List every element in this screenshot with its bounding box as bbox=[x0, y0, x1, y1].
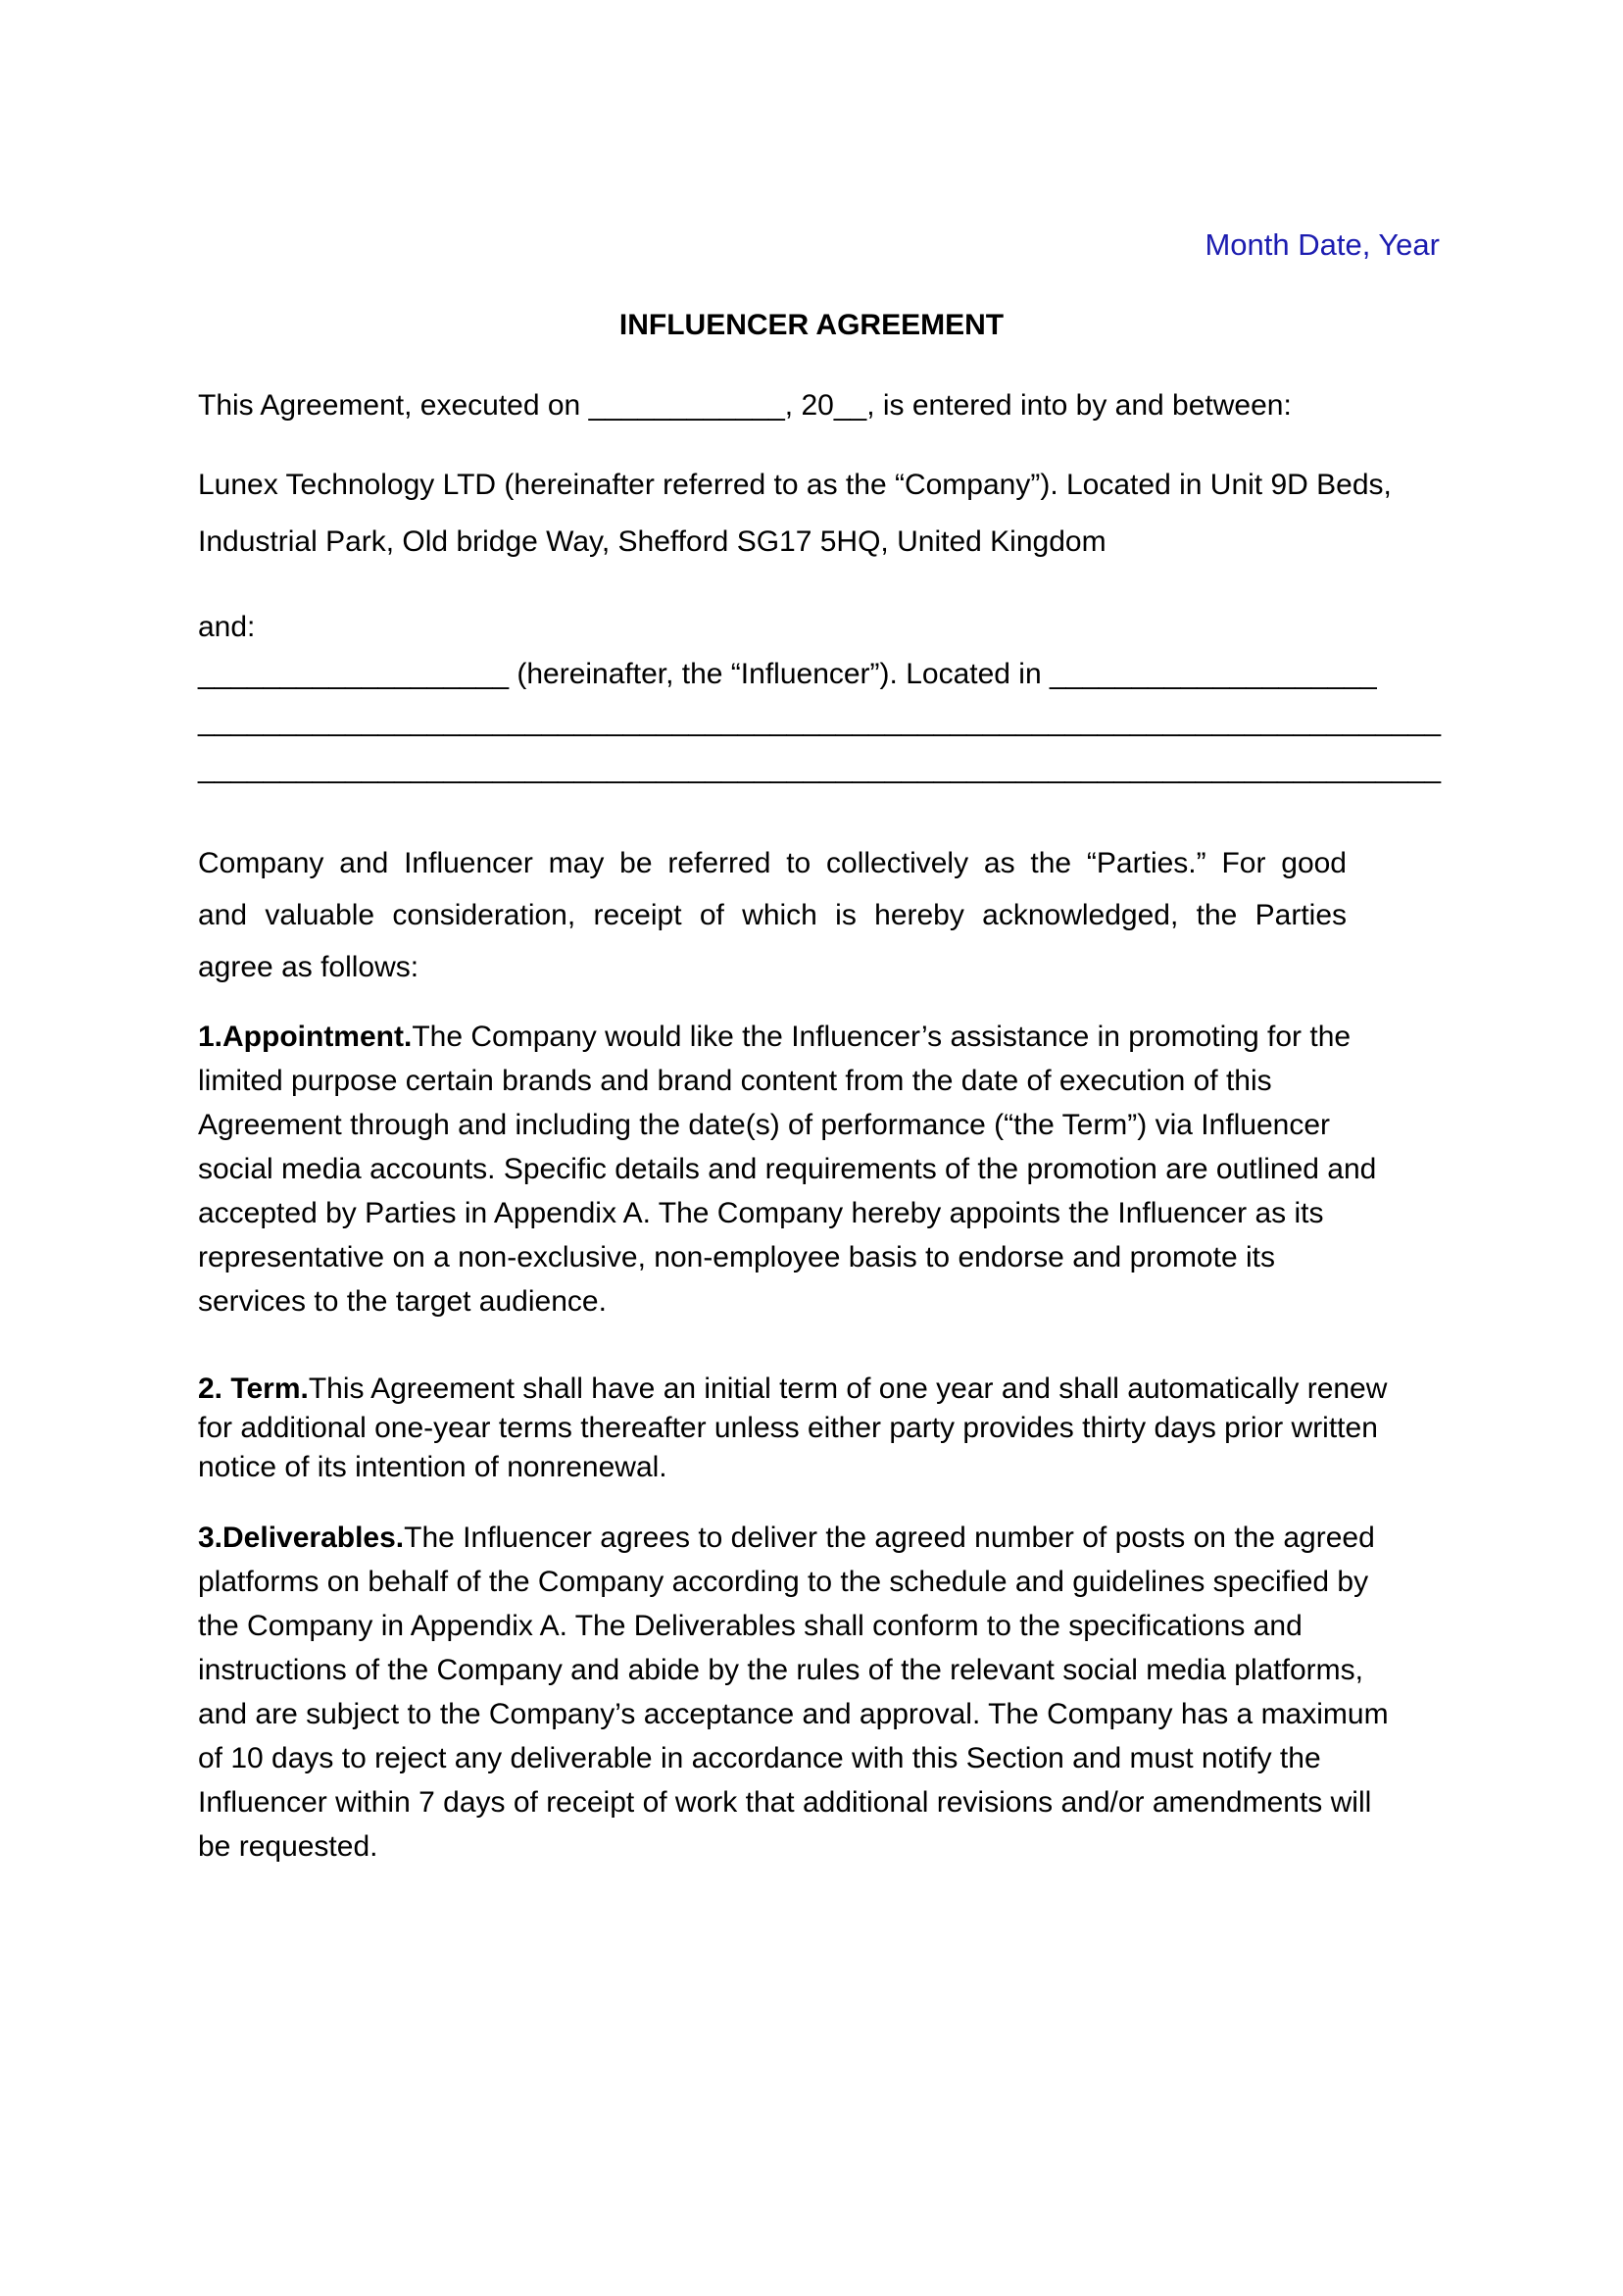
document-title: INFLUENCER AGREEMENT bbox=[618, 309, 1005, 341]
section-heading: 1.Appointment. bbox=[198, 1021, 413, 1053]
influencer-paragraph bbox=[198, 604, 1442, 792]
section-text: The Company would like the Influencer’s assistance in promoting for the bbox=[412, 1021, 1352, 1053]
influencer-address-line: ____________________________________________________________________________ bbox=[198, 752, 1442, 784]
parties-line: Company and Influencer may be referred to collectively as the “Parties.” For good bbox=[198, 847, 1347, 879]
parties-line: and valuable consideration, receipt of which is hereby acknowledged, the Parties bbox=[198, 899, 1347, 931]
section-line: representative on a non-exclusive, non-employee basis to endorse and promote its bbox=[198, 1241, 1275, 1273]
section-heading: 3.Deliverables. bbox=[198, 1522, 405, 1554]
section-line: and are subject to the Company’s acceptance and approval. The Company has a maximum bbox=[198, 1698, 1389, 1730]
section-line: accepted by Parties in Appendix A. The Company hereby appoints the Influencer as its bbox=[198, 1197, 1324, 1229]
section-line bbox=[198, 1516, 1423, 1560]
section-line: Influencer within 7 days of receipt of work that additional revisions and/or amendments will bbox=[198, 1786, 1372, 1819]
section-line: of 10 days to reject any deliverable in accordance with this Section and must notify the bbox=[198, 1742, 1321, 1774]
section-line bbox=[198, 1015, 1423, 1059]
parties-paragraph bbox=[198, 837, 1423, 993]
intro-line: This Agreement, executed on ____________, 20__, is entered into by and between: bbox=[198, 389, 1292, 422]
section-heading: 2. Term. bbox=[198, 1373, 309, 1405]
section-appointment bbox=[198, 1015, 1423, 1323]
section-deliverables bbox=[198, 1516, 1423, 1869]
and-label: and: bbox=[198, 611, 256, 643]
section-line: notice of its intention of nonrenewal. bbox=[198, 1451, 667, 1483]
influencer-name-line: ___________________ (hereinafter, the “Influencer”). Located in ____________________ bbox=[198, 658, 1377, 690]
section-line: Agreement through and including the date(s) of performance (“the Term”) via Influencer bbox=[198, 1109, 1331, 1141]
section-term bbox=[198, 1370, 1423, 1487]
section-line: services to the target audience. bbox=[198, 1285, 607, 1318]
influencer-address-line: ____________________________________________________________________________ bbox=[198, 705, 1442, 737]
intro-paragraph bbox=[198, 377, 1423, 433]
date-placeholder: Month Date, Year bbox=[1205, 227, 1440, 262]
section-line bbox=[198, 1370, 1423, 1409]
company-line: Industrial Park, Old bridge Way, Shefford SG17 5HQ, United Kingdom bbox=[198, 525, 1107, 558]
section-line: be requested. bbox=[198, 1830, 378, 1863]
section-line: limited purpose certain brands and brand content from the date of execution of this bbox=[198, 1065, 1272, 1097]
section-line: platforms on behalf of the Company according to the schedule and guidelines specified by bbox=[198, 1566, 1369, 1598]
section-line: the Company in Appendix A. The Deliverables shall conform to the specifications and bbox=[198, 1610, 1303, 1642]
company-line: Lunex Technology LTD (hereinafter referred to as the “Company”). Located in Unit 9D Beds, bbox=[198, 469, 1392, 501]
section-text: The Influencer agrees to deliver the agreed number of posts on the agreed bbox=[404, 1522, 1375, 1554]
section-line: for additional one-year terms thereafter unless either party provides thirty days prior written bbox=[198, 1412, 1378, 1444]
company-paragraph bbox=[198, 457, 1423, 571]
section-line: instructions of the Company and abide by the rules of the relevant social media platforms, bbox=[198, 1654, 1363, 1686]
parties-line: agree as follows: bbox=[198, 951, 419, 983]
section-text: This Agreement shall have an initial term of one year and shall automatically renew bbox=[308, 1373, 1388, 1405]
section-line: social media accounts. Specific details and requirements of the promotion are outlined and bbox=[198, 1153, 1377, 1185]
